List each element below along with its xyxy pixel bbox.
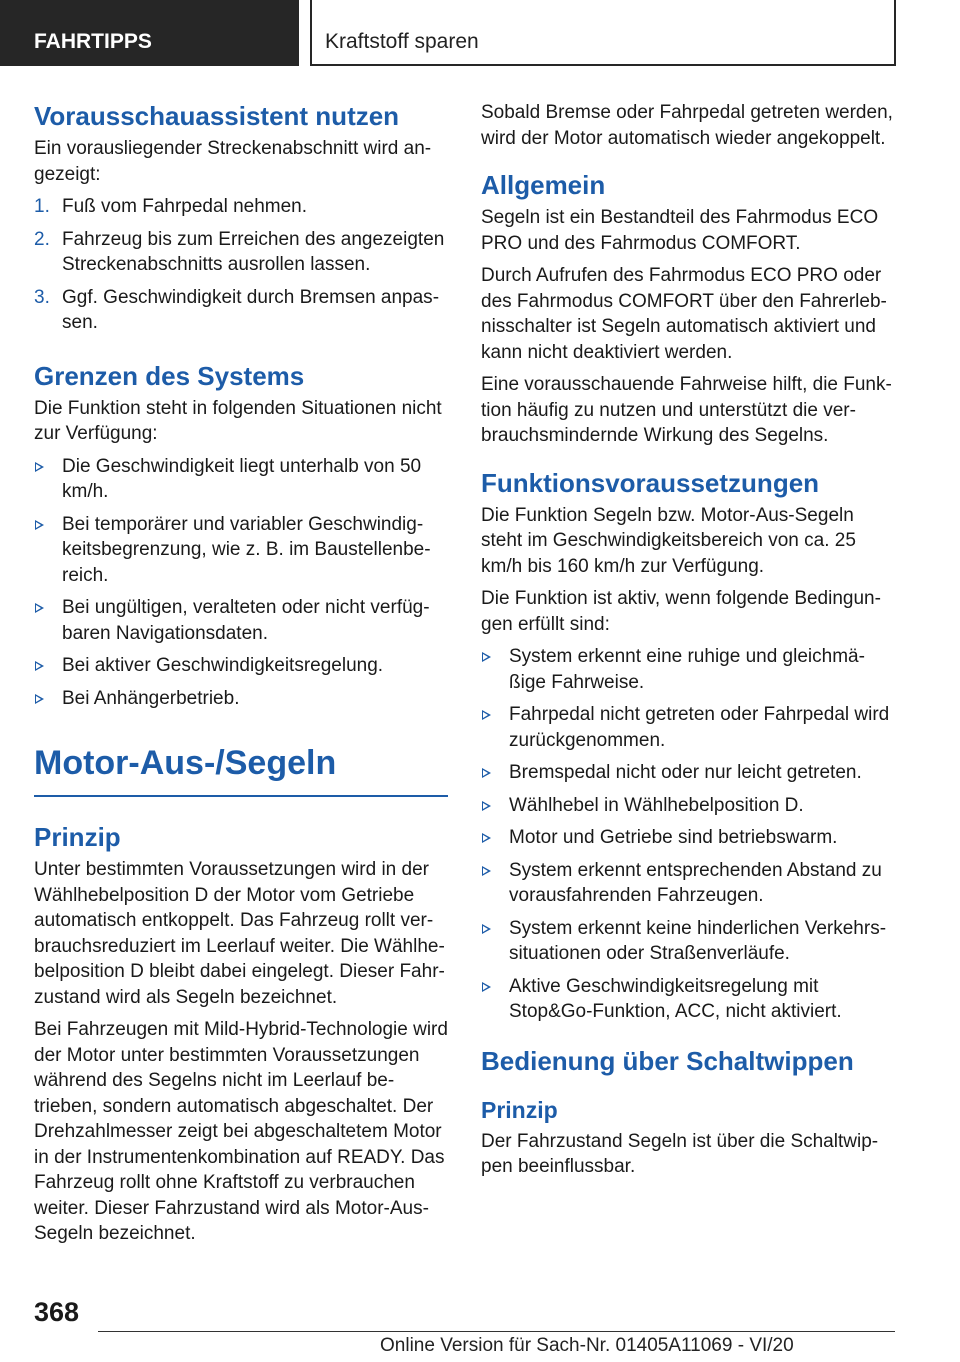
heading-allgemein: Allgemein — [481, 170, 606, 200]
left-column — [34, 100, 448, 1254]
paragraph: Durch Aufrufen des Fahrmodus ECO PRO oder des Fahrmodus COMFORT über den Fahrerlebnisschalter ist Segeln automatisch aktiviert und kann nicht deaktiviert werden. — [481, 265, 887, 363]
bullet-triangle-icon — [35, 603, 44, 613]
list-item — [481, 760, 895, 786]
paragraph: Die Funktion Segeln bzw. Motor-Aus-Segeln steht im Geschwindigkeitsbereich von ca. 25 km/h bis 160 km/h zur Verfügung. — [481, 504, 856, 577]
bullet-triangle-icon — [482, 833, 491, 843]
list-item — [481, 793, 895, 819]
paragraph: Ein vorausliegender Streckenabschnitt wird angezeigt: — [34, 138, 432, 185]
paragraph: Segeln ist ein Bestandteil des Fahrmodus ECO PRO und des Fahrmodus COMFORT. — [481, 207, 879, 254]
list-item — [34, 686, 448, 712]
header-section: FAHRTIPPS — [0, 0, 299, 66]
bullet-triangle-icon — [35, 694, 44, 704]
bullet-triangle-icon — [35, 462, 44, 472]
bullet-triangle-icon — [482, 866, 491, 876]
right-column — [481, 100, 895, 1187]
paragraph: Unter bestimmten Voraussetzungen wird in der Wählhebelposition D der Motor vom Getriebe automatisch entkoppelt. Das Fahrzeug rollt verbrauchsreduziert im Leerlauf weiter. Die Wählhebelposition D bleibt dabei eingelegt. Dieser Fahrzustand wird als Segeln bezeichnet. — [34, 859, 445, 1008]
list-item — [34, 227, 448, 278]
heading-grenzen: Grenzen des Systems — [34, 360, 305, 391]
bullet-text: Motor und Getriebe sind betriebswarm. — [509, 827, 838, 848]
list-item — [481, 825, 895, 851]
list-item — [34, 512, 448, 589]
list-item — [481, 858, 895, 909]
steps-list — [34, 194, 448, 336]
paragraph: Bei Fahrzeugen mit Mild-Hybrid-Technologie wird der Motor unter bestimmten Voraussetzungen während des Segelns nicht im Leerlauf betrieben, sondern automatisch abgeschaltet. Der Drehzahlmesser zeigt bei abgeschaltetem Motor in der Instrumentenkombination auf READY. Das Fahrzeug rollt ohne Kraftstoff zu verbrauchen weiter. Dieser Fahrzustand wird als Motor-Aus-Segeln bezeichnet. — [34, 1019, 448, 1244]
heading-funktionsvoraussetzungen: Funktionsvoraussetzungen — [481, 467, 820, 498]
bullet-triangle-icon — [35, 520, 44, 530]
bullet-text: Die Geschwindigkeit liegt unterhalb von 50 km/h. — [62, 455, 422, 502]
step-text: Fahrzeug bis zum Erreichen des angezeigten Streckenabschnitts ausrollen lassen. — [62, 228, 445, 275]
step-text: Ggf. Geschwindigkeit durch Bremsen anpassen. — [62, 286, 440, 333]
bedingungen-list — [481, 644, 895, 1025]
bullet-triangle-icon — [482, 982, 491, 992]
bullet-triangle-icon — [482, 768, 491, 778]
list-item — [481, 916, 895, 967]
bullet-text: Fahrpedal nicht getreten oder Fahrpedal wird zurückgenommen. — [509, 704, 890, 751]
list-item — [34, 595, 448, 646]
bullet-text: Wählhebel in Wählhebelposition D. — [509, 794, 804, 816]
step-number: 3. — [34, 286, 50, 308]
footer-text: Online Version für Sach-Nr. 01405A11069 - VI/20 — [380, 1335, 794, 1356]
list-item — [34, 454, 448, 505]
list-item — [34, 194, 448, 220]
bullet-text: Bei ungültigen, veralteten oder nicht verfügbaren Navigationsdaten. — [62, 597, 430, 644]
bullet-text: System erkennt keine hinderlichen Verkehrssituationen oder Straßenverläufe. — [509, 917, 887, 964]
bullet-text: Bei temporärer und variabler Geschwindigkeitsbegrenzung, wie z. B. im Baustellenbereich. — [62, 513, 431, 586]
list-item — [34, 653, 448, 679]
list-item — [34, 285, 448, 336]
bullet-text: Bei Anhängerbetrieb. — [62, 687, 240, 709]
list-item — [481, 974, 895, 1025]
bullet-triangle-icon — [482, 801, 491, 811]
bullet-text: Bei aktiver Geschwindigkeitsregelung. — [62, 655, 384, 676]
heading-prinzip: Prinzip — [34, 822, 121, 852]
step-number: 1. — [34, 196, 50, 217]
step-number: 2. — [34, 228, 50, 250]
grenzen-list — [34, 454, 448, 712]
bullet-text: Aktive Geschwindigkeitsregelung mit Stop&Go-Funktion, ACC, nicht aktiviert. — [509, 975, 842, 1022]
heading-prinzip-2: Prinzip — [481, 1096, 558, 1123]
paragraph: Eine vorausschauende Fahrweise hilft, die Funktion häufig zu nutzen und unterstützt die verbrauchsmindernde Wirkung des Segelns. — [481, 374, 892, 446]
heading-motor-aus-segeln: Motor-Aus-/Segeln — [34, 741, 448, 797]
bullet-text: System erkennt eine ruhige und gleichmäßige Fahrweise. — [509, 646, 865, 693]
paragraph: Die Funktion steht in folgenden Situationen nicht zur Verfügung: — [34, 397, 442, 444]
header-topic: Kraftstoff sparen — [310, 0, 896, 66]
footer-rule — [98, 1331, 895, 1332]
paragraph: Der Fahrzustand Segeln ist über die Schaltwippen beeinflussbar. — [481, 1130, 879, 1177]
bullet-triangle-icon — [482, 652, 491, 662]
list-item — [481, 702, 895, 753]
bullet-triangle-icon — [482, 924, 491, 934]
page-number: 368 — [34, 1297, 80, 1327]
heading-vorausschau: Vorausschauassistent nutzen — [34, 101, 400, 131]
bullet-triangle-icon — [35, 661, 44, 671]
bullet-text: Bremspedal nicht oder nur leicht getreten. — [509, 762, 862, 783]
bullet-text: System erkennt entsprechenden Abstand zu vorausfahrenden Fahrzeugen. — [509, 859, 882, 906]
list-item — [481, 644, 895, 695]
heading-bedienung-schaltwippen: Bedienung über Schaltwippen — [481, 1045, 854, 1076]
paragraph: Die Funktion ist aktiv, wenn folgende Bedingungen erfüllt sind: — [481, 588, 881, 635]
step-text: Fuß vom Fahrpedal nehmen. — [62, 196, 308, 217]
paragraph: Sobald Bremse oder Fahrpedal getreten werden, wird der Motor automatisch wieder angekoppelt. — [481, 102, 893, 149]
bullet-triangle-icon — [482, 710, 491, 720]
